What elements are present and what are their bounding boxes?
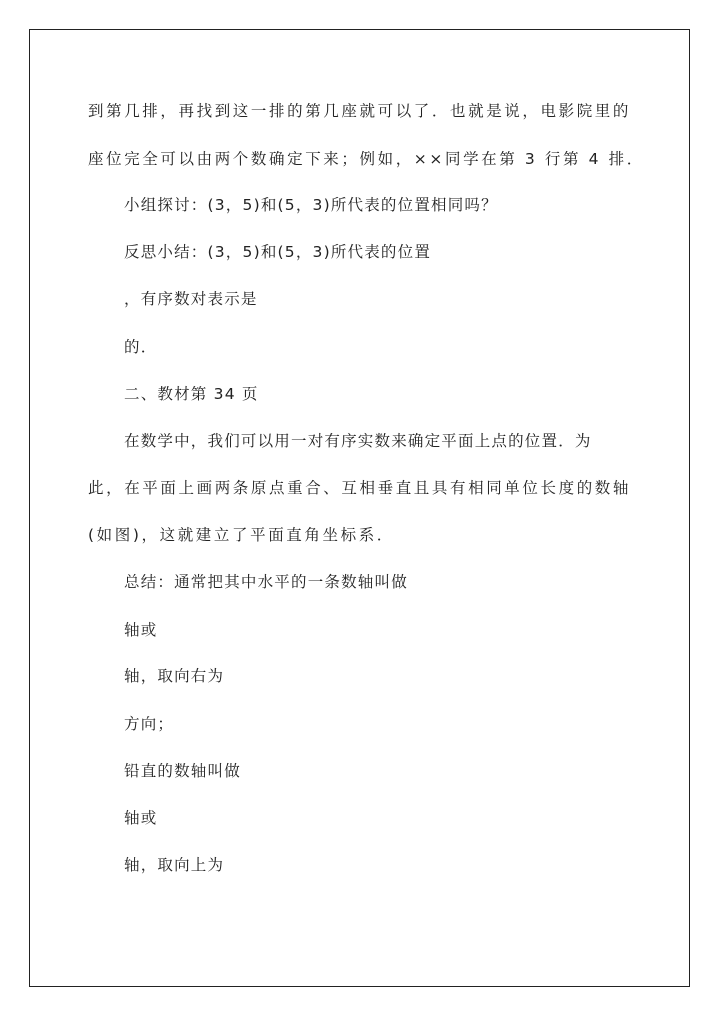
text-line-5: ，有序数对表示是 (124, 290, 258, 308)
text-line-13: 轴，取向右为 (124, 667, 225, 685)
text-line-3: 小组探讨：(3，5)和(5，3)所代表的位置相同吗？ (124, 196, 498, 214)
text-line-4: 反思小结：(3，5)和(5，3)所代表的位置 (124, 243, 432, 261)
page-border (29, 29, 690, 987)
text-line-9: 此，在平面上画两条原点重合、互相垂直且具有相同单位长度的数轴 (88, 479, 632, 497)
text-line-17: 轴，取向上为 (124, 856, 225, 874)
section-heading: 二、教材第 34 页 (124, 385, 259, 403)
text-line-14: 方向； (124, 715, 175, 733)
text-line-8: 在数学中，我们可以用一对有序实数来确定平面上点的位置．为 (124, 432, 592, 450)
text-line-6: 的． (124, 338, 158, 356)
text-line-12: 轴或 (124, 621, 158, 639)
text-line-15: 铅直的数轴叫做 (124, 762, 241, 780)
text-line-1: 到第几排，再找到这一排的第几座就可以了．也就是说，电影院里的 (88, 102, 632, 120)
text-line-10: (如图)，这就建立了平面直角坐标系． (88, 526, 395, 544)
text-line-11: 总结：通常把其中水平的一条数轴叫做 (124, 573, 408, 591)
text-line-2: 座位完全可以由两个数确定下来；例如，××同学在第 3 行第 4 排． (88, 150, 645, 168)
text-line-16: 轴或 (124, 809, 158, 827)
